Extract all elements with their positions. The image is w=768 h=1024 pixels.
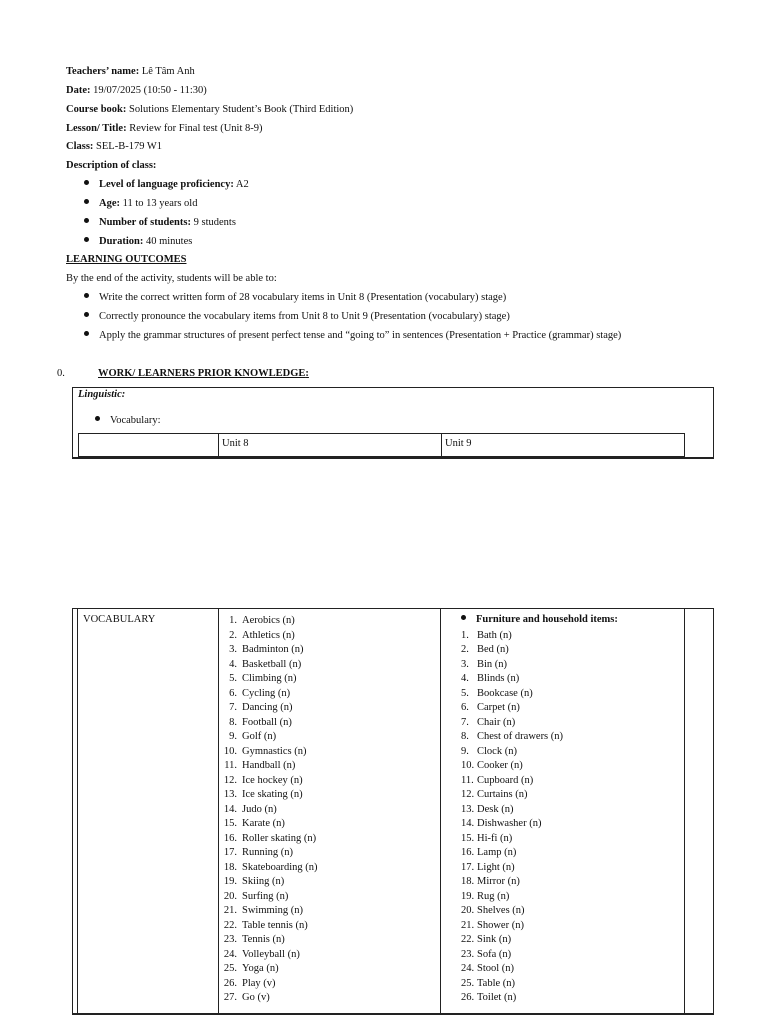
- item-number: 12.: [223, 774, 237, 786]
- vocabulary-item: [220, 716, 318, 731]
- item-text: Clock (n): [477, 745, 517, 757]
- item-text: Badminton (n): [242, 644, 304, 655]
- item-number: 11.: [461, 774, 474, 786]
- item-text: Golf (n): [242, 731, 277, 742]
- item-text: Dishwasher (n): [477, 818, 542, 829]
- vocabulary-item: [461, 991, 563, 1006]
- item-text: Curtains (n): [477, 789, 528, 800]
- teacher-line: Teachers’ name: Lê Tâm Anh: [66, 66, 195, 77]
- item-number: 15.: [223, 818, 237, 829]
- item-number: 15.: [461, 832, 475, 844]
- vocabulary-item: [461, 701, 563, 716]
- item-text: Desk (n): [477, 803, 514, 815]
- vocabulary-item: [461, 904, 563, 919]
- units-header-table: [78, 433, 685, 458]
- date-line: Date: 19/07/2025 (10:50 - 11:30): [66, 85, 207, 96]
- bullet-icon: [84, 293, 89, 298]
- vocabulary-item: [220, 730, 318, 745]
- item-text: Lamp (n): [477, 847, 517, 858]
- item-text: Chest of drawers (n): [477, 731, 564, 742]
- vocabulary-item: [461, 919, 563, 934]
- item-number: 20.: [223, 890, 237, 902]
- vocabulary-item: [220, 904, 318, 919]
- vocabulary-item: [220, 832, 318, 847]
- item-number: 16.: [461, 847, 475, 858]
- item-number: 22.: [461, 934, 475, 945]
- unit-9-header: Unit 9: [445, 438, 472, 449]
- bullet-icon: [84, 218, 89, 223]
- vocabulary-item: [461, 759, 563, 774]
- item-number: 27.: [223, 992, 237, 1003]
- item-number: 8.: [461, 731, 469, 742]
- item-text: Hi-fi (n): [477, 832, 513, 844]
- course-value: Solutions Elementary Student’s Book (Third Edition): [129, 104, 354, 115]
- item-text: Table (n): [477, 977, 516, 989]
- item-text: Shower (n): [477, 919, 524, 931]
- vocabulary-item: [461, 933, 563, 948]
- item-number: 18.: [223, 861, 237, 873]
- teacher-name: Lê Tâm Anh: [141, 66, 195, 77]
- outcome-item: Correctly pronounce the vocabulary items from Unit 8 to Unit 9 (Presentation (vocabulary) stage): [84, 311, 510, 322]
- vocabulary-item: [220, 861, 318, 876]
- item-number: 10.: [461, 760, 475, 771]
- date-value: 19/07/2025 (10:50 - 11:30): [93, 85, 207, 96]
- description-item: Number of students: 9 students: [84, 217, 236, 228]
- item-number: 26.: [461, 992, 475, 1003]
- item-number: 5.: [229, 673, 237, 684]
- item-text: Roller skating (n): [242, 832, 317, 844]
- vocabulary-item: [220, 803, 318, 818]
- vocabulary-item: [220, 788, 318, 803]
- vocabulary-item: [461, 774, 563, 789]
- item-text: Bin (n): [477, 658, 508, 670]
- item-number: 24.: [223, 948, 237, 960]
- vocabulary-item: [220, 745, 318, 760]
- bullet-icon: [84, 237, 89, 242]
- item-number: 23.: [223, 934, 237, 945]
- item-number: 25.: [461, 977, 475, 989]
- column-divider: [684, 609, 685, 1013]
- item-text: Bookcase (n): [477, 687, 533, 699]
- outcome-item: Apply the grammar structures of present perfect tense and “going to” in sentences (Presentation + Practice (grammar) stage): [84, 330, 621, 341]
- item-number: 2.: [229, 629, 237, 641]
- item-text: Rug (n): [477, 890, 510, 902]
- item-text: Swimming (n): [242, 905, 303, 916]
- vocabulary-item: [220, 948, 318, 963]
- bullet-icon: [84, 180, 89, 185]
- unit-9-vocabulary-list: [461, 629, 563, 1006]
- item-text: Judo (n): [242, 803, 277, 815]
- item-text: Running (n): [242, 847, 294, 858]
- description-item: Duration: 40 minutes: [84, 236, 192, 247]
- item-text: Football (n): [242, 716, 292, 728]
- vocabulary-item: [461, 672, 563, 687]
- vocabulary-item: [461, 643, 563, 658]
- vocabulary-item: [220, 875, 318, 890]
- item-text: Volleyball (n): [242, 948, 300, 960]
- item-number: 1.: [461, 629, 469, 641]
- vocabulary-item: [220, 614, 318, 629]
- item-number: 6.: [461, 702, 469, 713]
- item-text: Shelves (n): [477, 905, 525, 916]
- bullet-icon: [84, 199, 89, 204]
- prior-knowledge-box: [72, 387, 714, 459]
- vocabulary-item: [461, 875, 563, 890]
- item-text: Skateboarding (n): [242, 861, 318, 873]
- item-number: 4.: [461, 673, 469, 684]
- description-heading: Description of class:: [66, 160, 157, 171]
- bullet-icon: [461, 615, 466, 620]
- vocabulary-item: [220, 977, 318, 992]
- course-line: Course book: Solutions Elementary Student’s Book (Third Edition): [66, 104, 354, 115]
- unit-8-vocabulary-list: [220, 614, 318, 1006]
- bullet-icon: [84, 312, 89, 317]
- vocabulary-item: [220, 701, 318, 716]
- item-number: 13.: [223, 789, 237, 800]
- item-text: Skiing (n): [242, 876, 285, 887]
- item-text: Athletics (n): [242, 629, 295, 641]
- item-number: 21.: [223, 905, 237, 916]
- item-number: 17.: [461, 861, 475, 873]
- furniture-category: Furniture and household items:: [461, 614, 618, 625]
- outcome-item: Write the correct written form of 28 vocabulary items in Unit 8 (Presentation (vocabulary) stage): [84, 292, 506, 303]
- item-text: Sink (n): [477, 934, 512, 945]
- vocabulary-item: [461, 832, 563, 847]
- item-text: Play (v): [242, 977, 276, 989]
- item-number: 3.: [229, 644, 237, 655]
- item-number: 10.: [223, 745, 237, 757]
- description-item: Age: 11 to 13 years old: [84, 198, 197, 209]
- item-text: Climbing (n): [242, 673, 297, 684]
- vocabulary-item: [461, 890, 563, 905]
- item-text: Surfing (n): [242, 890, 289, 902]
- description-item: Level of language proficiency: A2: [84, 179, 249, 190]
- class-line: Class: SEL-B-179 W1: [66, 141, 163, 152]
- item-number: 5.: [461, 687, 469, 699]
- item-number: 9.: [229, 731, 237, 742]
- vocabulary-item: [220, 658, 318, 673]
- vocabulary-item: [461, 817, 563, 832]
- item-text: Mirror (n): [477, 876, 520, 887]
- item-text: Tennis (n): [242, 934, 285, 945]
- item-number: 20.: [461, 905, 475, 916]
- vocabulary-item: [461, 962, 563, 977]
- item-text: Go (v): [242, 992, 270, 1003]
- vocabulary-item: [461, 948, 563, 963]
- item-text: Cupboard (n): [477, 774, 534, 786]
- item-number: 12.: [461, 789, 475, 800]
- vocabulary-item: [461, 861, 563, 876]
- item-number: 7.: [229, 702, 237, 713]
- column-divider: [441, 434, 442, 456]
- vocabulary-item: [220, 991, 318, 1006]
- item-text: Ice hockey (n): [242, 774, 303, 786]
- item-text: Stool (n): [477, 963, 515, 974]
- item-number: 13.: [461, 803, 475, 815]
- item-number: 6.: [229, 687, 237, 699]
- item-number: 4.: [229, 658, 237, 670]
- item-text: Dancing (n): [242, 702, 293, 713]
- item-number: 19.: [461, 890, 475, 902]
- item-text: Yoga (n): [242, 963, 279, 974]
- column-divider: [440, 609, 441, 1013]
- linguistic-label: Linguistic:: [78, 389, 126, 400]
- item-number: 23.: [461, 948, 475, 960]
- item-text: Aerobics (n): [242, 615, 295, 626]
- bullet-icon: [84, 331, 89, 336]
- item-number: 8.: [229, 716, 237, 728]
- vocabulary-item: [220, 643, 318, 658]
- item-text: Karate (n): [242, 818, 285, 829]
- vocabulary-item: [461, 846, 563, 861]
- vocabulary-item: [461, 629, 563, 644]
- vocabulary-item: [220, 629, 318, 644]
- item-text: Light (n): [477, 861, 515, 873]
- item-number: 3.: [461, 658, 469, 670]
- lesson-value: Review for Final test (Unit 8-9): [129, 123, 263, 134]
- item-number: 16.: [223, 832, 237, 844]
- vocabulary-item: [220, 687, 318, 702]
- item-number: 14.: [223, 803, 237, 815]
- vocabulary-row-label: VOCABULARY: [83, 614, 156, 625]
- item-number: 11.: [224, 760, 237, 771]
- item-number: 25.: [223, 963, 237, 974]
- class-value: SEL-B-179 W1: [96, 141, 163, 152]
- vocabulary-item: [461, 716, 563, 731]
- bullet-icon: [95, 416, 100, 421]
- item-text: Ice skating (n): [242, 789, 303, 800]
- vocabulary-item: [220, 846, 318, 861]
- vocabulary-item: [461, 788, 563, 803]
- item-text: Bed (n): [477, 644, 509, 655]
- vocabulary-item: [220, 890, 318, 905]
- vocabulary-item: [461, 803, 563, 818]
- item-text: Chair (n): [477, 716, 516, 728]
- vocabulary-item: [220, 962, 318, 977]
- item-text: Toilet (n): [477, 992, 517, 1003]
- item-number: 24.: [461, 963, 475, 974]
- item-number: 19.: [223, 876, 237, 887]
- item-text: Table tennis (n): [242, 919, 308, 931]
- vocabulary-item: [461, 977, 563, 992]
- item-number: 26.: [223, 977, 237, 989]
- lesson-line: Lesson/ Title: Review for Final test (Unit 8-9): [66, 123, 263, 134]
- vocabulary-bullet: Vocabulary:: [95, 415, 161, 426]
- item-number: 22.: [223, 919, 237, 931]
- learning-outcomes-heading: LEARNING OUTCOMES: [66, 254, 187, 265]
- column-divider: [77, 609, 78, 1013]
- vocabulary-item: [461, 745, 563, 760]
- column-divider: [218, 609, 219, 1013]
- item-text: Cooker (n): [477, 760, 523, 771]
- vocabulary-item: [220, 759, 318, 774]
- vocabulary-item: [220, 919, 318, 934]
- item-number: 17.: [223, 847, 237, 858]
- section-title: WORK/ LEARNERS PRIOR KNOWLEDGE:: [98, 368, 309, 379]
- item-number: 2.: [461, 644, 469, 655]
- vocabulary-item: [461, 730, 563, 745]
- vocabulary-item: [220, 774, 318, 789]
- item-text: Blinds (n): [477, 673, 520, 684]
- vocabulary-item: [220, 933, 318, 948]
- vocabulary-item: [220, 672, 318, 687]
- vocabulary-item: [461, 687, 563, 702]
- item-number: 7.: [461, 716, 469, 728]
- item-number: 1.: [229, 615, 237, 626]
- item-number: 14.: [461, 818, 475, 829]
- vocabulary-item: [220, 817, 318, 832]
- column-divider: [218, 434, 219, 456]
- item-text: Sofa (n): [477, 948, 512, 960]
- item-text: Carpet (n): [477, 702, 520, 713]
- item-text: Cycling (n): [242, 687, 291, 699]
- learning-outcomes-intro: By the end of the activity, students will be able to:: [66, 273, 277, 284]
- item-number: 18.: [461, 876, 475, 887]
- item-number: 9.: [461, 745, 469, 757]
- vocabulary-item: [461, 658, 563, 673]
- vocabulary-table: [72, 608, 714, 1015]
- item-text: Handball (n): [242, 760, 296, 771]
- item-text: Gymnastics (n): [242, 745, 307, 757]
- item-text: Basketball (n): [242, 658, 302, 670]
- item-number: 21.: [461, 919, 475, 931]
- item-text: Bath (n): [477, 629, 512, 641]
- section-number: 0.: [57, 368, 65, 379]
- unit-8-header: Unit 8: [222, 438, 249, 449]
